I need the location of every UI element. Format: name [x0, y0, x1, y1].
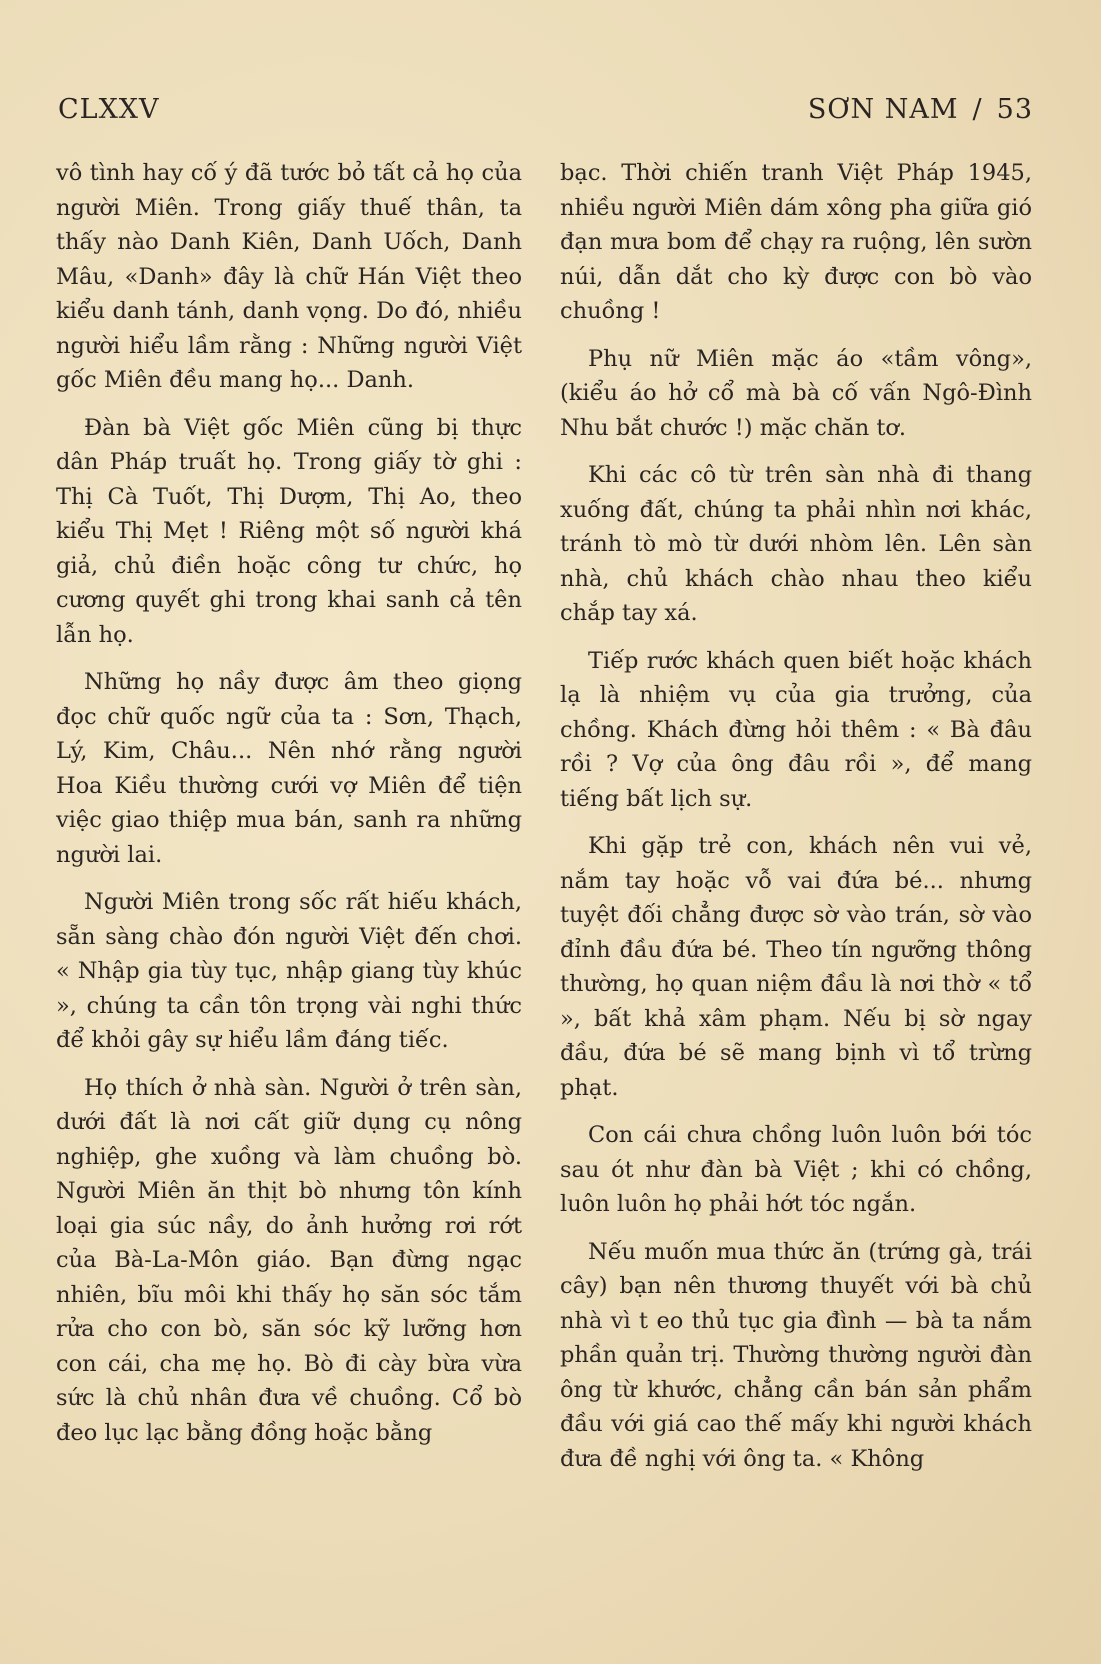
paragraph: Khi các cô từ trên sàn nhà đi thang xuống đất, chúng ta phải nhìn nơi khác, tránh tò mò từ dưới nhòm lên. Lên sàn nhà, chủ khách chào nhau theo kiểu chắp tay xá.	[560, 462, 1032, 626]
author-name: SƠN NAM	[807, 94, 959, 125]
paragraph: Nếu muốn mua thức ăn (trứng gà, trái cây) bạn nên thương thuyết với bà chủ nhà vì t eo thủ tục gia đình — bà ta nắm phần quản trị. Thường thường người đàn ông từ khước, chẳng cần bán sản phẩm đầu với giá cao thế mấy khi người khách đưa đề nghị với ông ta. « Không	[560, 1238, 1032, 1472]
paragraph: Tiếp rước khách quen biết hoặc khách lạ là nhiệm vụ của gia trưởng, của chồng. Khách đừng hỏi thêm : « Bà đâu rồi ? Vợ của ông đâu rồi », để mang tiếng bất lịch sự.	[560, 647, 1032, 812]
paragraph: Những họ nầy được âm theo giọng đọc chữ quốc ngữ của ta : Sơn, Thạch, Lý, Kim, Châu... Nên nhớ rằng người Hoa Kiều thường cưới vợ Miên để tiện việc giao thiệp mua bán, sanh ra những người lai.	[56, 669, 522, 868]
header-separator: /	[972, 94, 983, 125]
paragraph: Khi gặp trẻ con, khách nên vui vẻ, nắm tay hoặc vỗ vai đứa bé... nhưng tuyệt đối chẳng được sờ vào trán, sờ vào đỉnh đầu đứa bé. Theo tín ngưỡng thông thường, họ quan niệm đầu là nơi thờ « tổ », bất khả xâm phạm. Nếu bị sờ ngay đầu, đứa bé sẽ mang bịnh vì tổ trừng phạt.	[560, 833, 1032, 1101]
paragraph: vô tình hay cố ý đã tước bỏ tất cả họ của người Miên. Trong giấy thuế thân, ta thấy nào Danh Kiên, Danh Uốch, Danh Mâu, «Danh» đây là chữ Hán Việt theo kiểu danh tánh, danh vọng. Do đó, nhiều người hiểu lầm rằng : Những người Việt gốc Miên đều mang họ... Danh.	[56, 160, 522, 393]
paragraph: Phụ nữ Miên mặc áo «tầm vông», (kiểu áo hở cổ mà bà cố vấn Ngô-Đình Nhu bắt chước !) mặc chăn tơ.	[560, 345, 1032, 441]
paragraph: Con cái chưa chồng luôn luôn bới tóc sau ót như đàn bà Việt ; khi có chồng, luôn luôn họ phải hớt tóc ngắn.	[560, 1122, 1032, 1217]
paragraph: Họ thích ở nhà sàn. Người ở trên sàn, dưới đất là nơi cất giữ dụng cụ nông nghiệp, ghe xuồng và làm chuồng bò. Người Miên ăn thịt bò nhưng tôn kính loại gia súc nầy, do ảnh hưởng rơi rớt của Bà-La-Môn giáo. Bạn đừng ngạc nhiên, bĩu môi khi thấy họ săn sóc tắm rửa cho con bò, săn sóc kỹ lưỡng hơn con cái, cha mẹ họ. Bò đi cày bừa vừa sức là chủ nhân đưa về chuồng. Cổ bò đeo lục lạc bằng đồng hoặc bằng	[56, 1074, 522, 1446]
running-header	[808, 94, 1033, 125]
left-column	[56, 156, 522, 1463]
paragraph: Người Miên trong sốc rất hiếu khách, sẵn sàng chào đón người Việt đến chơi. « Nhập gia tùy tục, nhập giang tùy khúc », chúng ta cần tôn trọng vài nghi thức để khỏi gây sự hiểu lầm đáng tiếc.	[56, 889, 522, 1053]
paragraph: Đàn bà Việt gốc Miên cũng bị thực dân Pháp truất họ. Trong giấy tờ ghi : Thị Cà Tuốt, Thị Dượm, Thị Ao, theo kiểu Thị Mẹt ! Riêng một số người khá giả, chủ điền hoặc công tư chức, họ cương quyết ghi trong khai sanh cả tên lẫn họ.	[56, 414, 522, 648]
paragraph: bạc. Thời chiến tranh Việt Pháp 1945, nhiều người Miên dám xông pha giữa gió đạn mưa bom để chạy ra ruộng, lên sườn núi, dẫn dắt cho kỳ được con bò vào chuồng !	[560, 160, 1032, 324]
chapter-marker: CLXXV	[58, 94, 160, 125]
right-column	[560, 156, 1032, 1489]
page-number: 53	[996, 94, 1033, 125]
